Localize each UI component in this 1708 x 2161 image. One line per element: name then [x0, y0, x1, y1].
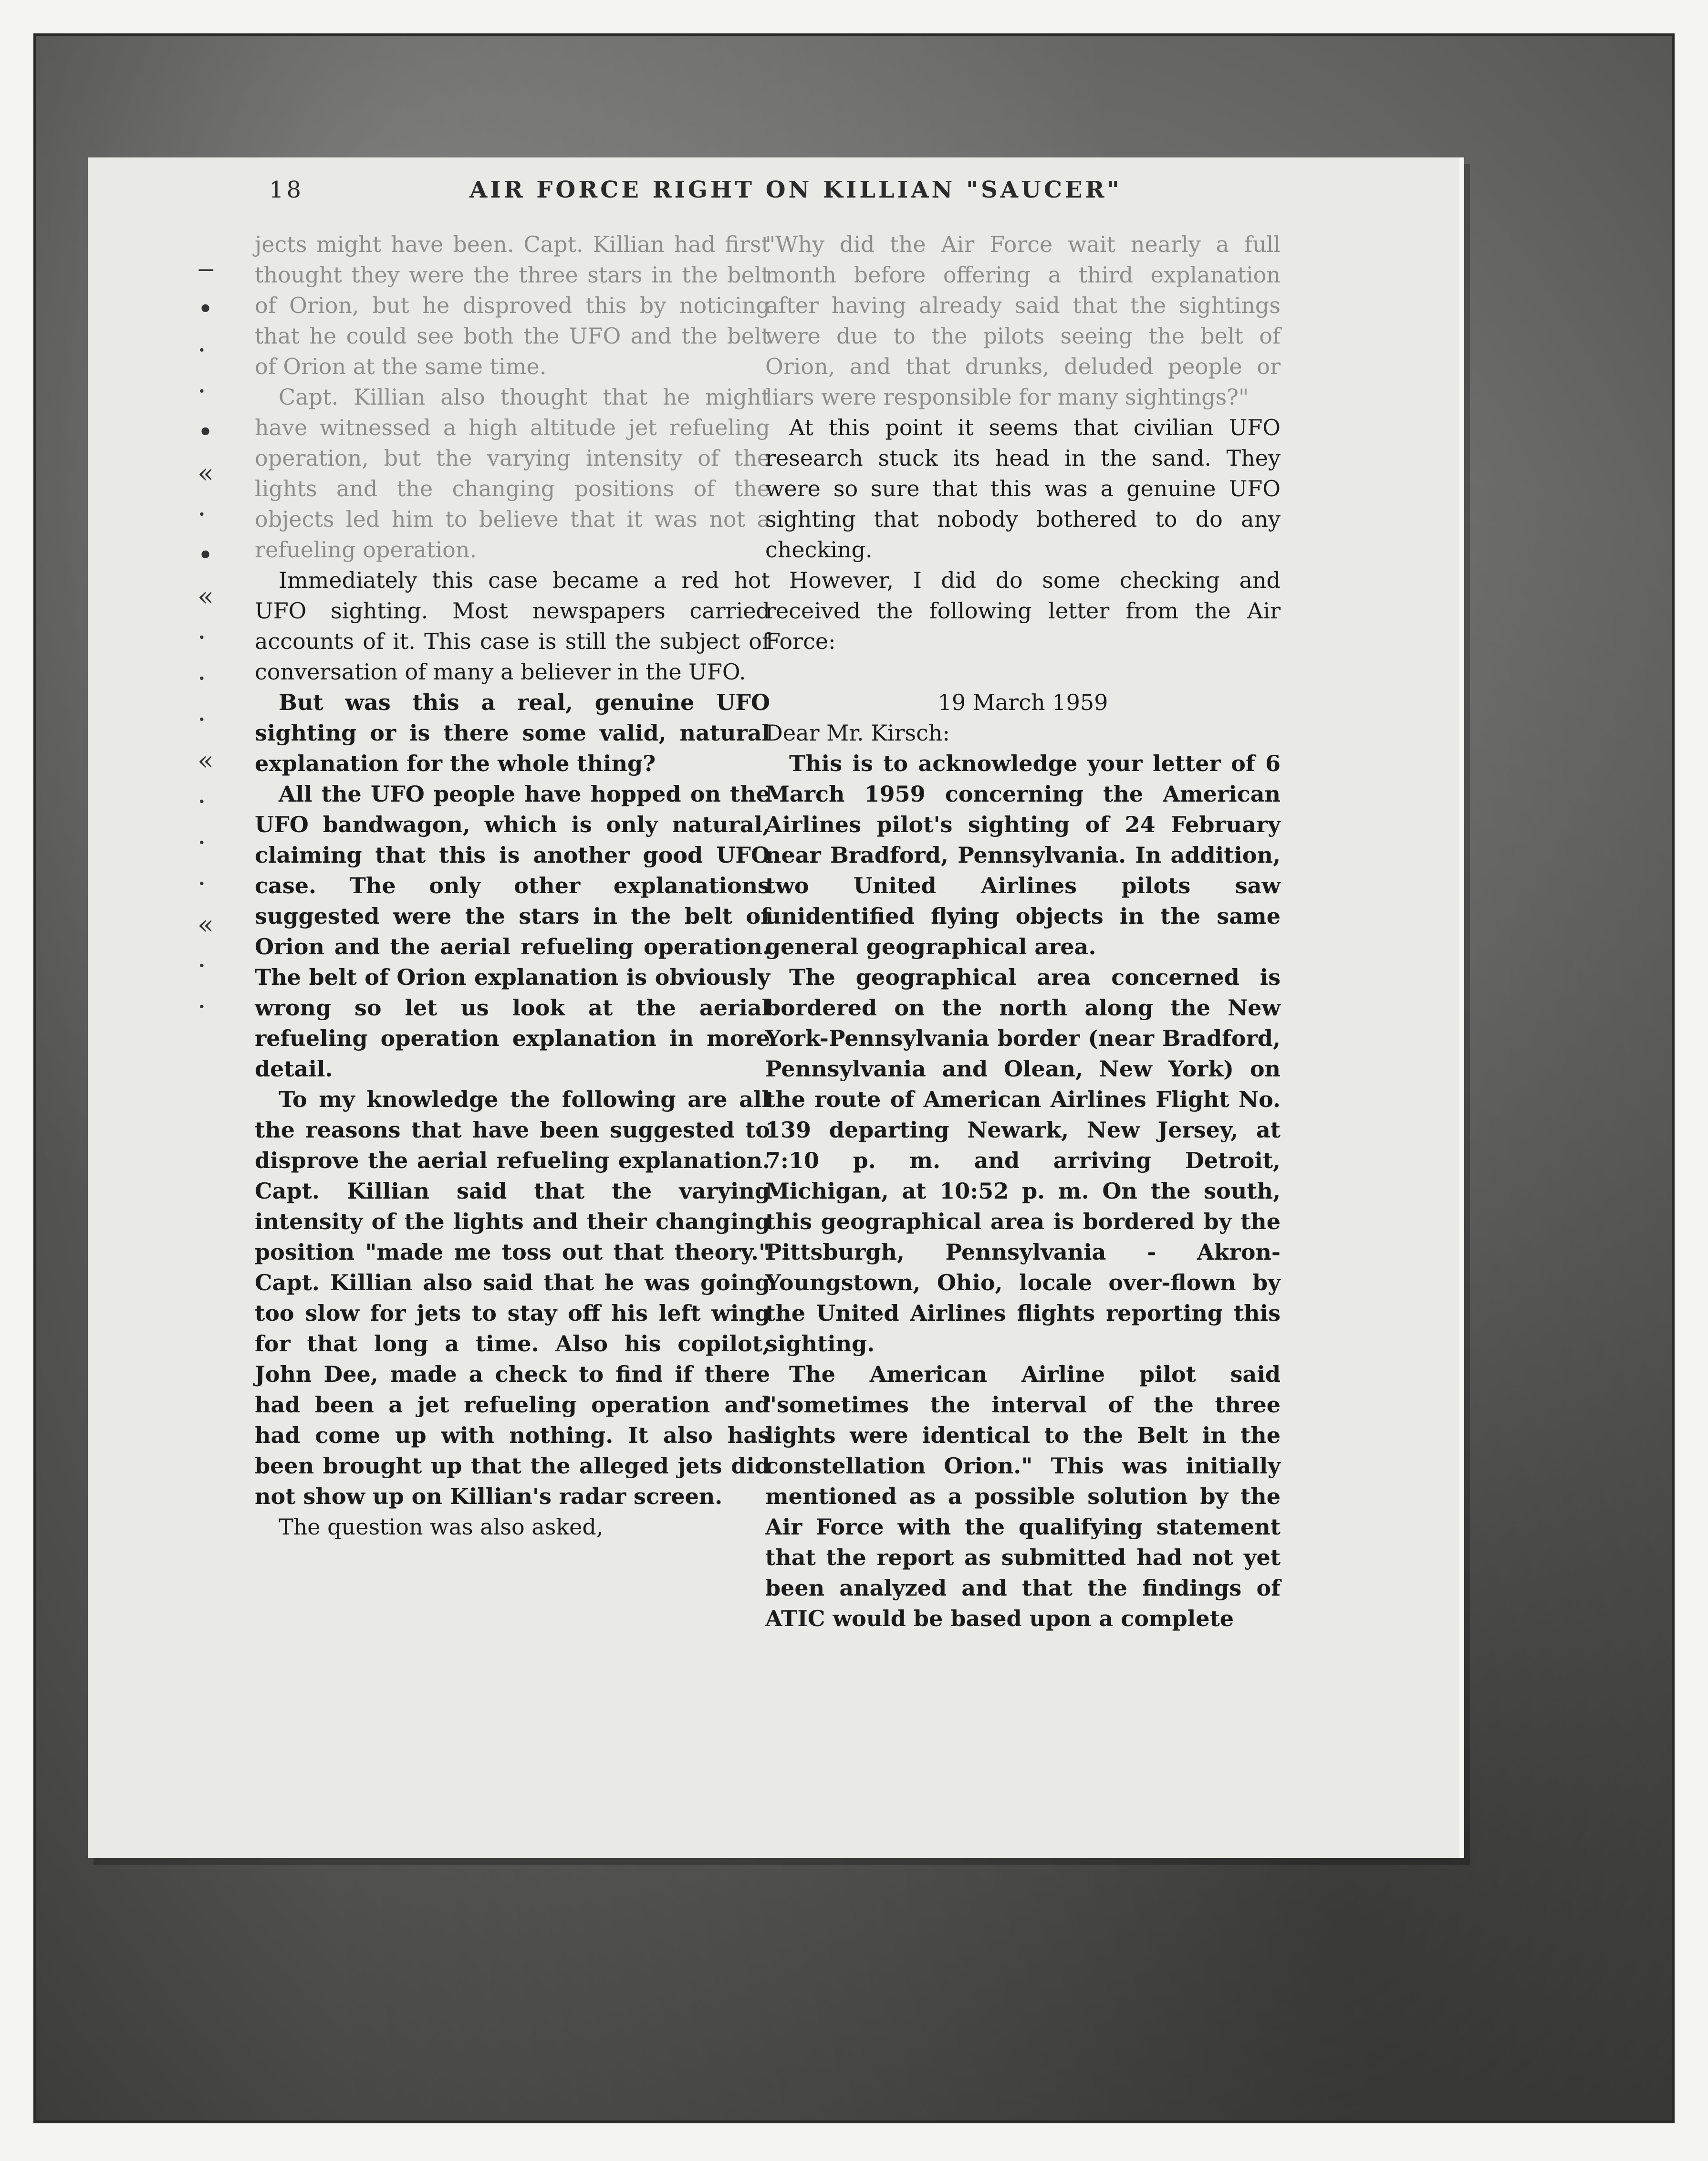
page-header [88, 177, 1459, 215]
paragraph: Immediately this case became a red hot UFO sighting. Most newspapers carried accounts of it. This case is still the subject of conversation of many a believer in the UFO. [255, 567, 770, 685]
paragraph: The question was also asked, [279, 1514, 604, 1540]
right-column [765, 229, 1281, 1634]
photocopy-background [33, 33, 1675, 2123]
margin-marks: ‒ • · · • « · • « · · · « · · · « · · [198, 253, 215, 1023]
paragraph: To my knowledge the following are all the reasons that have been suggested to disprove the aerial refueling explanation. Capt. Killian said that the varying intensity of the lights and their changing position "made me toss out that theory." Capt. Killian also said that he was going too slow for jets to stay off his left wing for that long a time. Also his copilot, John Dee, made a check to find if there had been a jet refueling operation and had come up with nothing. It also has been brought up that the alleged jets did not show up on Killian's radar screen. [255, 1086, 770, 1509]
left-column [255, 229, 770, 1542]
paragraph: Capt. Killian also thought that he might have witnessed a high altitude jet refueling operation, but the varying intensity of the lights and the changing positions of the objects led him to believe that it was not a refueling operation. [255, 384, 770, 563]
paragraph: The American Airline pilot said "sometimes the interval of the three lights were identical to the Belt in the constellation Orion." This was initially mentioned as a possible solution by the Air Force with the qualifying statement that the report as submitted had not yet been analyzed and that the findings of ATIC would be based upon a complete [765, 1361, 1281, 1631]
paragraph: jects might have been. Capt. Killian had first thought they were the three stars in the belt of Orion, but he disproved this by noticing that he could see both the UFO and the belt of Orion at the same time. [255, 231, 770, 379]
paragraph: But was this a real, genuine UFO sighting or is there some valid, natural explanation for the whole thing? [255, 689, 770, 776]
paragraph: The geographical area concerned is bordered on the north along the New York-Pennsylvania border (near Bradford, Pennsylvania and Olean, New York) on the route of American Airlines Flight No. 139 departing Newark, New Jersey, at 7:10 p. m. and arriving Detroit, Michigan, at 10:52 p. m. On the south, this geographical area is bordered by the Pittsburgh, Pennsylvania - Akron-Youngstown, Ohio, locale over-flown by the United Airlines flights reporting this sighting. [765, 964, 1281, 1357]
paragraph: At this point it seems that civilian UFO research stuck its head in the sand. They were so sure that this was a genuine UFO sighting that nobody bothered to do any checking. [765, 415, 1281, 563]
newspaper-clipping [88, 157, 1464, 1858]
letter-date: 19 March 1959 [937, 689, 1108, 715]
paragraph: All the UFO people have hopped on the UFO bandwagon, which is only natural, claiming that this is another good UFO case. The only other explanations suggested were the stars in the belt of Orion and the aerial refueling operation. The belt of Orion explanation is obviously wrong so let us look at the aerial refueling operation explanation in more detail. [255, 781, 770, 1082]
page-number: 18 [269, 177, 304, 203]
paragraph: "Why did the Air Force wait nearly a full month before offering a third explanation after having already said that the sightings were due to the pilots seeing the belt of Orion, and that drunks, deluded people or liars were responsible for many sightings?" [765, 231, 1281, 410]
paragraph: This is to acknowledge your letter of 6 March 1959 concerning the American Airlines pilot's sighting of 24 February near Bradford, Pennsylvania. In addition, two United Airlines pilots saw unidentified flying objects in the same general geographical area. [765, 751, 1281, 960]
paragraph: However, I did do some checking and received the following letter from the Air Force: [765, 567, 1281, 654]
letter-salutation: Dear Mr. Kirsch: [765, 720, 950, 746]
running-head: AIR FORCE RIGHT ON KILLIAN "SAUCER" [469, 177, 1122, 203]
